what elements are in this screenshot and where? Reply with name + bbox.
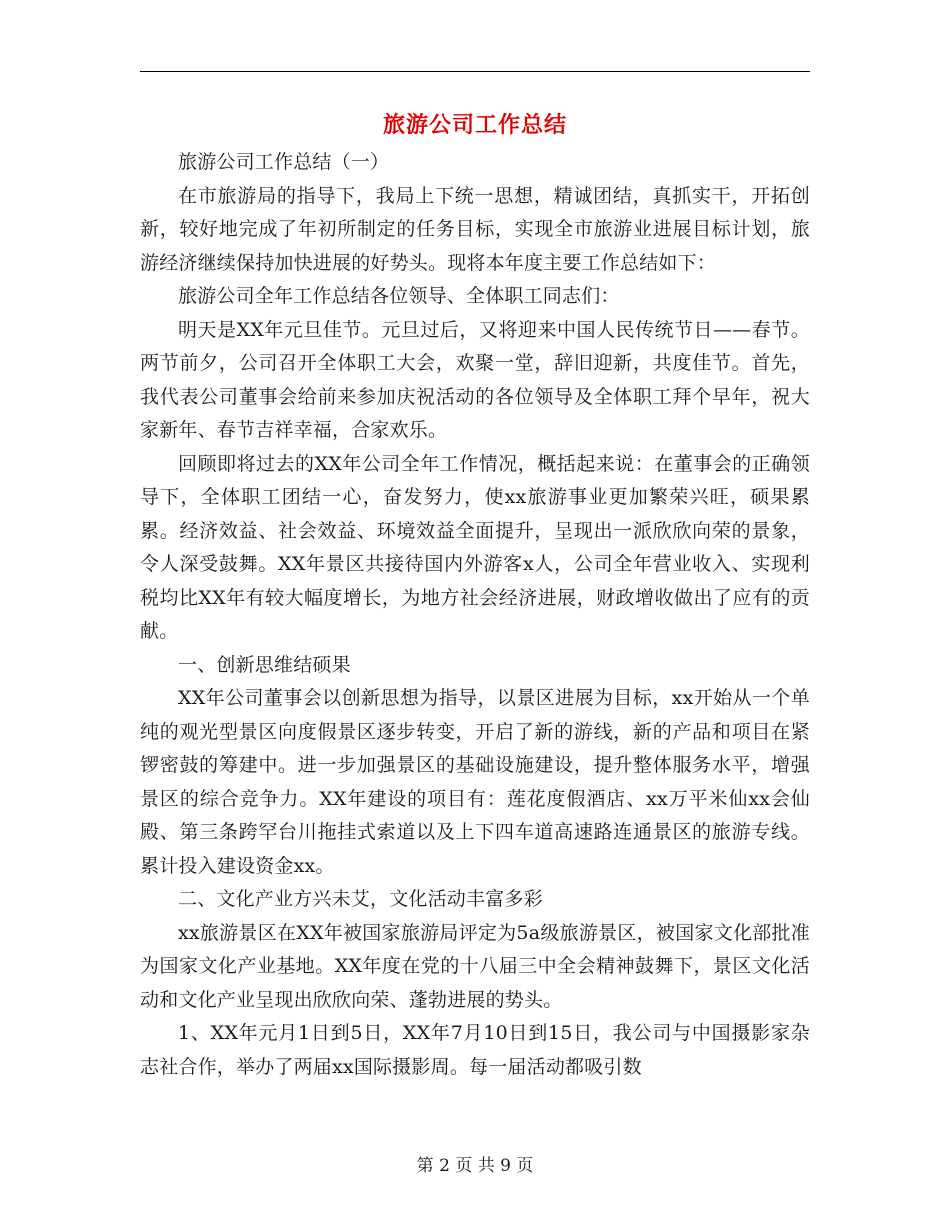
header-rule xyxy=(140,71,810,72)
paragraph-review: 回顾即将过去的XX年公司全年工作情况，概括起来说：在董事会的正确领导下，全体职工团结一心，奋发努力，使xx旅游事业更加繁荣兴旺，硕果累累。经济效益、社会效益、环境效益全面提升，呈现出一派欣欣向荣的景象，令人深受鼓舞。XX年景区共接待国内外游客x人，公司全年营业收入、实现利税均比XX年有较大幅度增长，为地方社会经济进展，财政增收做出了应有的贡献。 xyxy=(140,452,810,642)
paragraph-intro: 在市旅游局的指导下，我局上下统一思想，精诚团结，真抓实干，开拓创新，较好地完成了年初所制定的任务目标，实现全市旅游业进展目标计划，旅游经济继续保持加快进展的好势头。现将本年度主要工作总结如下： xyxy=(140,184,810,274)
section-heading-innovation: 一、创新思维结硕果 xyxy=(178,653,351,676)
page-number: 第 2 页 共 9 页 xyxy=(416,1156,534,1176)
document-title: 旅游公司工作总结 xyxy=(382,112,567,138)
paragraph-salutation: 旅游公司全年工作总结各位领导、全体职工同志们： xyxy=(178,285,620,307)
paragraph-innovation: XX年公司董事会以创新思想为指导，以景区进展为目标，xx开始从一个单纯的观光型景区向度假景区逐步转变，开启了新的游线，新的产品和项目在紧锣密鼓的筹建中。进一步加强景区的基础设施建设，提升整体服务水平，增强景区的综合竞争力。XX年建设的项目有：莲花度假酒店、xx万平米仙xx会仙殿、第三条跨罕台川拖挂式索道以及上下四车道高速路连通景区的旅游专线。累计投入建设资金xx。 xyxy=(140,687,810,877)
paragraph-culture: xx旅游景区在XX年被国家旅游局评定为5a级旅游景区，被国家文化部批准为国家文化产业基地。XX年度在党的十八届三中全会精神鼓舞下，景区文化活动和文化产业呈现出欣欣向荣、蓬勃进展的势头。 xyxy=(140,921,810,1011)
section-subtitle: 旅游公司工作总结（一） xyxy=(178,151,390,173)
document-body xyxy=(140,146,810,1084)
section-heading-culture: 二、文化产业方兴未艾，文化活动丰富多彩 xyxy=(178,888,543,910)
paragraph-photography: 1、XX年元月1日到5日，XX年7月10日到15日，我公司与中国摄影家杂志社合作，举办了两届xx国际摄影周。每一届活动都吸引数 xyxy=(140,1022,810,1078)
paragraph-greeting: 明天是XX年元旦佳节。元旦过后，又将迎来中国人民传统节日——春节。两节前夕，公司召开全体职工大会，欢聚一堂，辞旧迎新，共度佳节。首先，我代表公司董事会给前来参加庆祝活动的各位领导及全体职工拜个早年，祝大家新年、春节吉祥幸福，合家欢乐。 xyxy=(140,318,810,441)
